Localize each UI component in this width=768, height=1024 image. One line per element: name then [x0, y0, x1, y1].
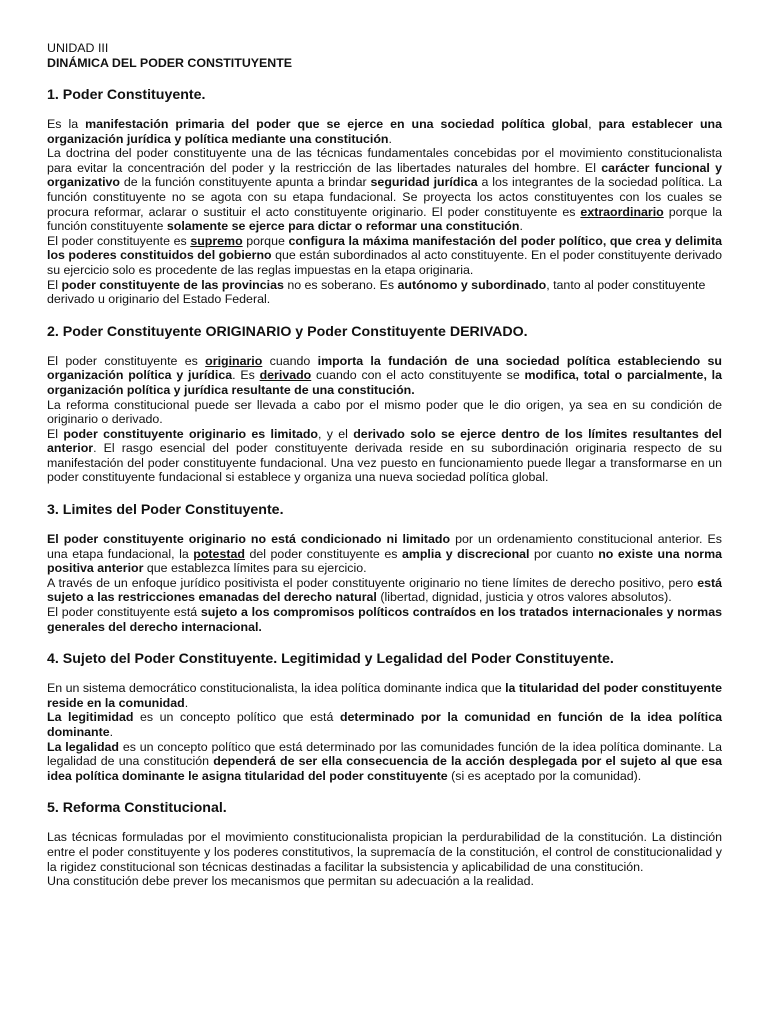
paragraph: El poder constituyente originario no está condicionado ni limitado por un ordenamiento constitucional anterior. Es una etapa fundacional, la potestad del poder constituyente es amplia y discrecional por cuanto no existe una norma positiva anterior que establezca límites para su ejercicio. [47, 532, 722, 576]
section-heading: 2. Poder Constituyente ORIGINARIO y Poder Constituyente DERIVADO. [47, 323, 528, 340]
emphasis-text: supremo [190, 233, 243, 248]
emphasis-text: poder constituyente originario es limitado [63, 426, 318, 441]
document-header [47, 41, 722, 71]
section-heading: 5. Reforma Constitucional. [47, 800, 227, 817]
emphasis-text: El poder constituyente originario no está condicionado ni limitado [47, 532, 451, 547]
emphasis-text: para establecer una organización jurídica y política mediante una constitución [47, 117, 722, 146]
emphasis-text: seguridad jurídica [370, 175, 478, 190]
emphasis-text: determinado por la comunidad en función de la idea política dominante [47, 710, 722, 739]
emphasis-text: manifestación primaria del poder que se ejerce en una sociedad política global [85, 117, 589, 131]
document-title: DINÁMICA DEL PODER CONSTITUYENTE [47, 56, 293, 70]
emphasis-text: amplia y discrecional [401, 546, 530, 561]
emphasis-text: importa la fundación de una sociedad política estableciendo su organización política y jurídica [47, 353, 723, 383]
emphasis-text: la titularidad del poder constituyente reside en la comunidad [47, 681, 722, 710]
paragraph: A través de un enfoque jurídico positivista el poder constituyente originario no tiene límites de derecho positivo, pero está sujeto a las restricciones emanadas del derecho natural (libertad, dignidad, justicia y otros valores absolutos). [47, 575, 722, 605]
sections-container [47, 86, 722, 889]
emphasis-text: potestad [193, 546, 245, 561]
paragraph: En un sistema democrático constitucionalista, la idea política dominante indica que la titularidad del poder constituyente reside en la comunidad. [47, 681, 722, 710]
paragraph: La legitimidad es un concepto político que está determinado por la comunidad en función de la idea política dominante. [47, 710, 722, 739]
paragraph: Una constitución debe prever los mecanismos que permitan su adecuación a la realidad. [47, 874, 534, 889]
paragraph: La reforma constitucional puede ser llevada a cabo por el mismo poder que le dio origen, ya sea en su condición de originario o derivado. [47, 397, 722, 427]
section-heading: 4. Sujeto del Poder Constituyente. Legitimidad y Legalidad del Poder Constituyente. [47, 651, 614, 668]
emphasis-text: originario [205, 353, 263, 368]
emphasis-text: carácter funcional y organizativo [47, 160, 722, 190]
paragraph: El poder constituyente es supremo porque configura la máxima manifestación del poder político, que crea y delimita los poderes constituidos del gobierno que están subordinados al acto constituyente. En el poder constituyente derivado su ejercicio solo es procedente de las reglas impuestas en la etapa originaria. [47, 233, 722, 277]
emphasis-text: autónomo y subordinado [397, 277, 547, 292]
emphasis-text: modifica, total o parcialmente, la organización política y jurídica resultante de una constitución. [47, 368, 722, 397]
section-2 [47, 323, 722, 485]
emphasis-text: no existe una norma positiva anterior [47, 546, 722, 576]
emphasis-text: derivado solo se ejerce dentro de los límites resultantes del anterior [47, 426, 722, 456]
section-heading: 1. Poder Constituyente. [47, 87, 206, 103]
emphasis-text: extraordinario [580, 204, 664, 219]
emphasis-text: La legalidad [47, 739, 119, 754]
paragraph: El poder constituyente está sujeto a los compromisos políticos contraídos en los tratados internacionales y normas generales del derecho internacional. [47, 605, 722, 634]
emphasis-text: configura la máxima manifestación del poder político, que crea y delimita los poderes constituidos del gobierno [47, 233, 722, 263]
paragraph: Las técnicas formuladas por el movimiento constitucionalista propician la perdurabilidad de la constitución. La distinción entre el poder constituyente y los poderes constitutivos, la supremacía de la constitución, el control de constitucionalidad y la rigidez constitucional son técnicas destinadas a facilitar la subsistencia y aplicabilidad de una constitución. [47, 830, 722, 874]
section-4 [47, 650, 722, 783]
section-5 [47, 799, 722, 888]
paragraph: El poder constituyente es originario cuando importa la fundación de una sociedad política estableciendo su organización política y jurídica. Es derivado cuando con el acto constituyente se modifica, total o parcialmente, la organización política y jurídica resultante de una constitución. [47, 353, 723, 397]
paragraph: La legalidad es un concepto político que está determinado por las comunidades función de la idea política dominante. La legalidad de una constitución dependerá de ser ella consecuencia de la acción desplegada por el sujeto al que esa idea política dominante le asigna titularidad del poder constituyente (si es aceptado por la comunidad). [47, 739, 722, 783]
section-heading: 3. Limites del Poder Constituyente. [47, 502, 284, 519]
emphasis-text: poder constituyente de las provincias [61, 277, 284, 292]
paragraph: La doctrina del poder constituyente una de las técnicas fundamentales concebidas por el movimiento constitucionalista para evitar la concentración del poder y la restricción de las libertades naturales del hombre. El carácter funcional y organizativo de la función constituyente apunta a brindar seguridad jurídica a los integrantes de la sociedad política. La función constituyente no se agota con su etapa fundacional. Se proyecta los actos constituyentes con los cuales se procura reformar, aclarar o sustituir el acto constituyente originario. El poder constituyente es extraordinario porque la función constituyente solamente se ejerce para dictar o reformar una constitución. [47, 146, 722, 234]
emphasis-text: derivado [259, 368, 312, 383]
emphasis-text: solamente se ejerce para dictar o reformar una constitución [166, 219, 520, 234]
emphasis-text: La legitimidad [47, 710, 134, 725]
section-3 [47, 501, 722, 634]
unit-label: UNIDAD III [47, 41, 109, 55]
paragraph: El poder constituyente de las provincias no es soberano. Es autónomo y subordinado, tanto al poder constituyente derivado u originario del Estado Federal. [47, 277, 706, 307]
paragraph: Es la manifestación primaria del poder que se ejerce en una sociedad política global, para establecer una organización jurídica y política mediante una constitución. [47, 117, 722, 146]
emphasis-text: está sujeto a las restricciones emanadas del derecho natural [47, 575, 722, 605]
paragraph: El poder constituyente originario es limitado, y el derivado solo se ejerce dentro de los límites resultantes del anterior. El rasgo esencial del poder constituyente derivada reside en su subordinación originaria respecto de su manifestación del poder constituyente fundacional. Una vez puesto en funcionamiento puede llegar a transformarse en un poder constituyente fundacional si establece y organiza una nueva sociedad política global. [47, 426, 722, 485]
emphasis-text: sujeto a los compromisos políticos contraídos en los tratados internacionales y normas generales del derecho internacional. [47, 605, 722, 634]
emphasis-text: dependerá de ser ella consecuencia de la acción desplegada por el sujeto al que esa idea política dominante le asigna titularidad del poder constituyente [47, 754, 722, 783]
section-1 [47, 86, 722, 307]
